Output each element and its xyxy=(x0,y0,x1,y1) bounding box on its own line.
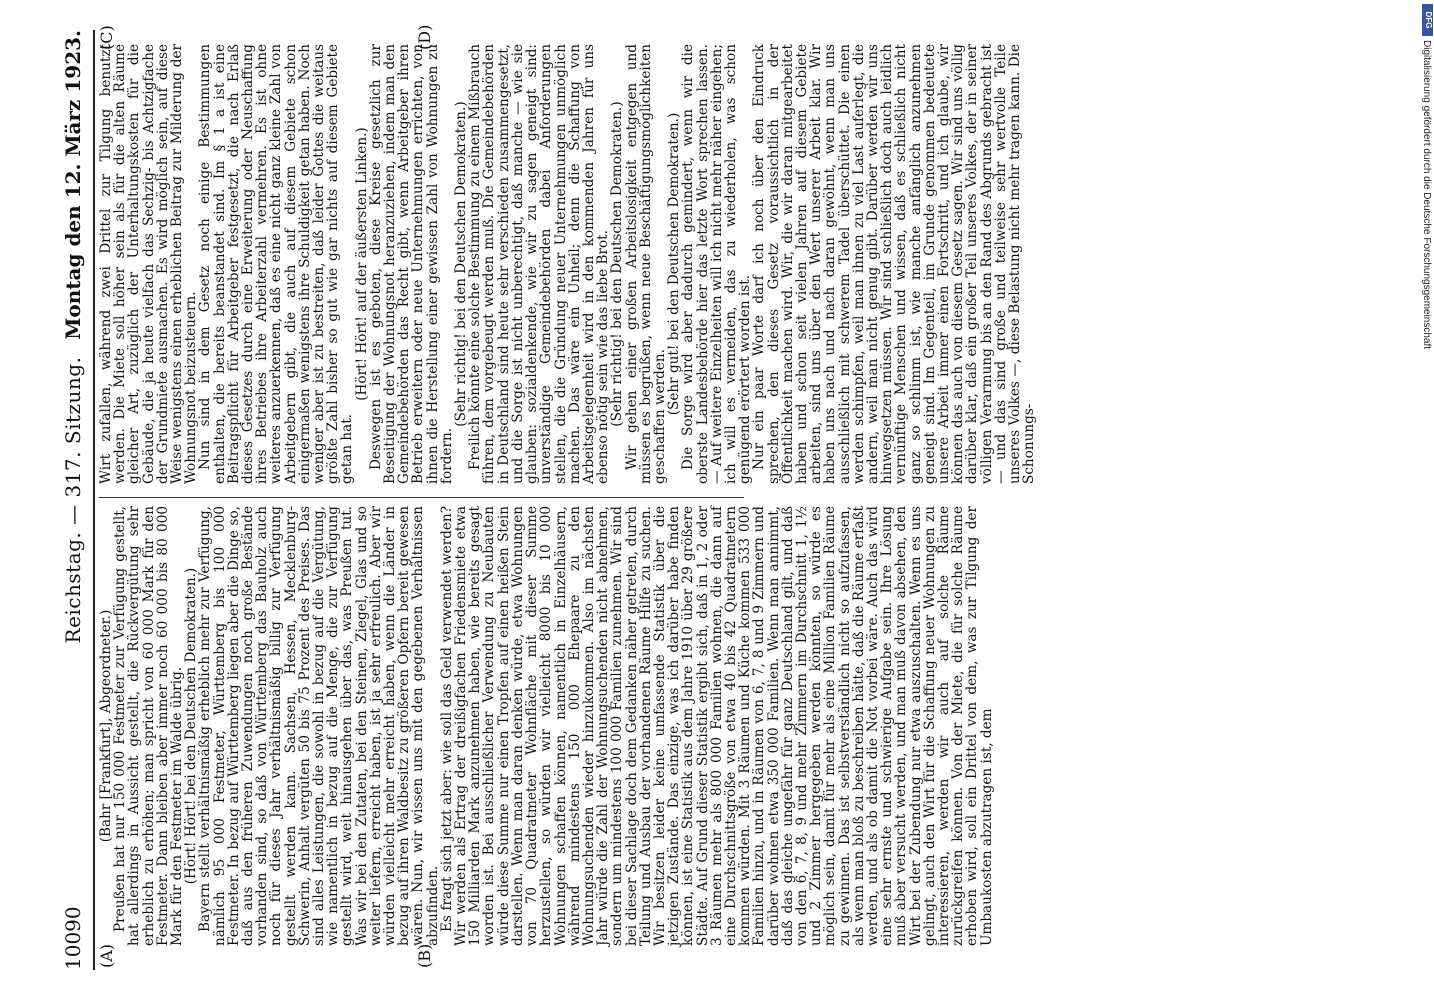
margin-marker-a: (A) xyxy=(97,943,116,968)
paragraph: Es fragt sich jetzt aber: wie soll das Geld verwendet werden? Wir werden als Ertrag der dreißigfachen Friedensmiete etwa 150 Milliarden Mark anzunehmen haben, wie bereits gesagt worden ist. Bei ausschließlicher Verwendung zu Neubauten würde diese Summe nur einen Tropfen auf einen heißen Stein darstellen. Wenn man daran denken würde, etwa Wohnungen von 70 Quadratmeter Wohnfläche mit dieser Summe herzustellen, so würden wir vielleicht 8000 bis 10 000 Wohnungen schaffen können, namentlich in Einzelhäusern, während mindestens 150 000 Ehepaare zu den Wohnungsuchenden wieder hinzukommen. Also im nächsten Jahr würde die Zahl der Wohnungsuchenden nicht abnehmen, sondern um mindestens 100 000 Familien zunehmen. Wir sind bei dieser Sachlage doch dem Gedanken näher getreten, durch Teilung und Ausbau der vorhandenen Räume Hilfe zu suchen. Wir besitzen leider keine umfassende Statistik über die jetzigen Zustände. Das einzige, was ich darüber habe finden können, ist eine Statistik aus dem Jahre 1910 über 29 größere Städte. Auf Grund dieser Statistik ergibt sich, daß in 1, 2 oder 3 Räumen mehr als 800 000 Familien wohnen, die dann auf eine Durchschnittsgröße von etwa 40 bis 42 Quadratmetern kommen würden. Mit 3 Räumen und Küche kommen 533 000 Familien hinzu, und in Räumen von 6, 7, 8 und 9 Zimmern und darüber wohnen etwa 350 000 Familien. Wenn man annimmt, daß das gleiche ungefähr für ganz Deutschland gilt, und daß von den 6, 7, 8, 9 und mehr Zimmern im Durchschnitt 1, 1½ und 2 Zimmer hergegeben werden könnten, so würde es möglich sein, damit für mehr als eine Million Familien Räume zu gewinnen. Das ist selbstverständlich nicht so aufzufassen, als wenn man bloß zu beschreiben hätte, daß die Räume erfaßt werden, und als ob damit die Not vorbei wäre. Auch das wird eine sehr ernste und schwierige Aufgabe sein. Ihre Lösung muß aber versucht werden, und man muß davon absehen, den Wirt bei der Zubendung nur etwa auszuschalten. Wenn es uns gelingt, auch den Wirt für die Schaffung neuer Wohnungen zu interessieren, werden wir auch auf solche Räume zurückgreifen können. Von der Miete, die für solche Räume erhoben wird, soll ein Drittel von dem, was zur Tilgung der Umbaukosten abzutragen ist, dem xyxy=(438,506,995,946)
paragraph: Nur ein paar Worte darf ich noch über den Eindruck sprechen, den dieses Gesetz voraussichtlich in der Öffentlichkeit machen wird. Wir, die wir daran mitgearbeitet haben und schon seit vielen Jahren auf diesem Gebiete arbeiten, sind uns über den Wert unserer Arbeit klar. Wir haben uns nach und nach daran gewöhnt, wenn man uns ausschließlich mit schwerem Tadel überschüttet. Die einen werden schimpfen, weil man ihnen zu viel Last auferlegt, die andern, weil man nicht genug gibt. Darüber werden wir uns hinwegsetzen müssen. Wir sind schließlich doch auch leidlich vernünftige Menschen und wissen, daß es schließlich nicht ganz so schlimm ist, wie manche anfänglich anzunehmen geneigt sind. Im Gegenteil, im Grunde genommen bedeutete unsere Arbeit immer einen Fortschritt, und ich glaube, wir können das auch von diesem Gesetz sagen. Wir sind uns völlig darüber klar, daß ein großer Teil unseres Volkes, der in seiner völligen Verarmung bis an den Rand des Abgrunds gebracht ist — und das sind große und teilweise sehr wertvolle Teile unseres Volkes —, diese Belastung nicht mehr tragen kann. Die Schonungs- xyxy=(751,44,1038,484)
dfg-logo xyxy=(1422,4,1433,36)
page-title: Reichstag. — 317. Sitzung. xyxy=(61,356,85,644)
page-number: 10090 xyxy=(61,906,85,970)
speaker-line: (Bahr [Frankfurt], Abgeordneter.) xyxy=(98,609,114,843)
paragraph: Die Sorge wird aber dadurch gemindert, wenn wir die oberste Landesbehörde hier das letzte Wort sprechen lassen. — Auf weitere Einzelheiten will ich nicht mehr näher eingehen; ich will es vermeiden, das zu wiederholen, was schon genügend erörtert worden ist. xyxy=(680,44,754,484)
interjection: (Sehr richtig! bei den Deutschen Demokraten.) xyxy=(453,101,470,427)
interjection: (Sehr richtig! bei den Deutschen Demokraten.) xyxy=(609,101,626,427)
column-divider xyxy=(99,497,744,498)
paragraph: Wirt zufallen, während zwei Drittel zur Tilgung benutzt werden. Die Miete soll höher sein als für die alten Räume gleicher Art, zuzüglich der Unterhaltungskosten für die Gebäude, die ja heute vielfach das Sechzig- bis Achtzigfache der Grundmiete ausmachen. Es wird möglich sein, auf diese Weise wenigstens einen erheblichen Beitrag zur Milderung der Wohnungsnot beizusteuern. xyxy=(98,44,200,484)
margin-marker-d: (D) xyxy=(415,24,434,50)
rotated-page-content xyxy=(55,24,1425,970)
session-date: Montag den 12. März 1923. xyxy=(61,30,85,340)
interjection: (Sehr gut! bei den Deutschen Demokraten.) xyxy=(666,112,683,416)
dfg-logo-text: DFG xyxy=(1424,11,1433,29)
paragraph: Preußen hat nur 150 000 Festmeter zur Verfügung gestellt, hat allerdings in Aussicht gestellt, die Rückvergütung sehr erheblich zu erhöhen; man spricht von 60 000 Mark für den Festmeter. Dann bleiben aber immer noch 60 000 bis 80 000 Mark für den Festmeter im Walde übrig. xyxy=(112,506,186,946)
paragraph: Nun sind in dem Gesetz noch einige Bestimmungen enthalten, die bereits beanstandet sind. Im § 1 a ist eine Beitragspflicht für Arbeitgeber festgesetzt, die nach Erlaß dieses Gesetzes durch eine Erweiterung oder Neuschaffung ihres Betriebes ihre Arbeiterzahl vermehren. Es ist ohne weiteres anzuerkennen, daß es eine nicht ganz kleine Zahl von Arbeitgebern gibt, die auch auf diesem Gebiete schon einigermaßen wenigstens ihre Schuldigkeit getan haben. Noch weniger aber ist zu bestreiten, daß leider Gottes die weitaus größte Zahl bisher so gut wie gar nichts auf diesem Gebiete getan hat. xyxy=(197,44,356,484)
paragraph: Deswegen ist es geboten, diese Kreise gesetzlich zur Beseitigung der Wohnungsnot heranzuziehen, indem man den Gemeindebehörden das Recht gibt, wenn Arbeitgeber ihren Betrieb erweitern oder neue Unternehmungen errichten, von ihnen die Herstellung einer gewissen Zahl von Wohnungen zu fordern. xyxy=(367,44,455,484)
page-header xyxy=(55,30,91,970)
header-rule xyxy=(93,30,95,970)
interjection: (Hört! Hört! bei den Deutschen Demokraten.) xyxy=(183,567,200,885)
margin-marker-c: (C) xyxy=(97,25,116,50)
right-column xyxy=(98,44,1038,484)
interjection: (Hört! Hört! auf der äußersten Linken.) xyxy=(353,127,370,401)
left-column xyxy=(98,506,995,946)
margin-marker-b: (B) xyxy=(415,943,434,968)
paragraph: Wir gehen einer großen Arbeitslosigkeit entgegen und müssen es begrüßen, wenn neue Beschäftigungsmöglichkeiten geschaffen werden. xyxy=(623,44,668,484)
paragraph: Freilich könnte eine solche Bestimmung zu einem Mißbrauch führen, dem vorgebeugt werden muß. Die Gemeindebehörden in Deutschland sind heute sehr verschieden zusammengesetzt, und die Sorge ist nicht unberechtigt, daß manche — wie sie glauben: sozialdenkende, wie wir zu sagen geneigt sind: unverständige Gemeindebehörden dabei Anforderungen stellen, die die Gründung neuer Unternehmungen unmöglich machen. Das wäre ein Unheil; denn die Schaffung von Arbeitsgelegenheit wird in den kommenden Jahren für uns ebenso nötig sein wie das liebe Brot. xyxy=(467,44,612,484)
digitization-credit-text: Digitalisierung gefördert durch die Deutsche Forschungsgemeinschaft xyxy=(1421,40,1432,350)
digitization-credit xyxy=(1420,40,1432,740)
paragraph: Bayern stellt verhältnismäßig erheblich mehr zur Verfügung, nämlich 95 000 Festmeter, Württemberg bis 100 000 Festmeter. In bezug auf Württemberg liegen aber die Dinge so, daß aus den früheren Zuwendungen noch große Bestände vorhanden sind, so daß von Württemberg das Bauholz auch noch für dieses Jahr verhältnismäßig billig zur Verfügung gestellt werden kann. Sachsen, Hessen, Mecklenburg-Schwerin, Anhalt vergüten 50 bis 75 Prozent des Preises. Das sind alles Leistungen, die sowohl in bezug auf die Vergütung, wie namentlich in bezug auf die Menge, die zur Verfügung gestellt wird, weit hinausgehen über das, was Preußen tut. Was wir bei den Zutaten, bei den Steinen, Ziegel, Glas und so weiter liefern, erreicht haben, ist ja sehr erfreulich. Aber wir würden vielleicht mehr erreicht haben, wenn die Länder in bezug auf ihren Waldbesitz zu größeren Opfern bereit gewesen wären. Nun, wir wissen uns mit den gegebenen Verhältnissen abzufinden. xyxy=(197,506,441,946)
